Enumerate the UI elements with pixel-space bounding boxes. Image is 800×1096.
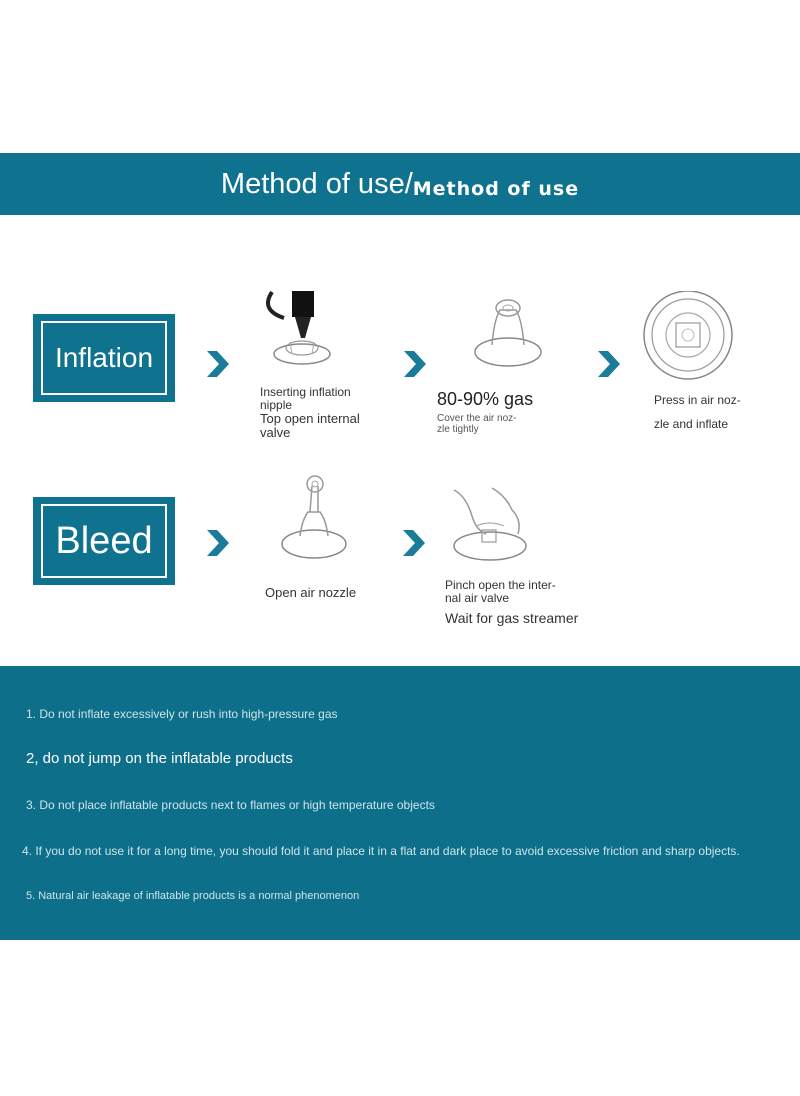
inflation-step2-heading: 80-90% gas xyxy=(437,389,534,409)
note-4: 4. If you do not use it for a long time, you should fold it and place it in a flat and dark place to avoid excessive friction and sharp objects. xyxy=(22,844,740,858)
inflation-step3-line2: zle and inflate xyxy=(654,417,729,431)
note-1: 1. Do not inflate excessively or rush into high-pressure gas xyxy=(26,707,338,721)
inflation-step1-line1: Inserting inflation nipple xyxy=(260,385,351,412)
note-5: 5. Natural air leakage of inflatable products is a normal phenomenon xyxy=(26,890,360,902)
inflation-step2-caption: Cover the air noz-zle tightly xyxy=(437,413,517,435)
bleed-step2-caption: Pinch open the inter-nal air valve xyxy=(445,578,556,605)
chevron-right-icon xyxy=(205,351,231,377)
inflation-step3-line1: Press in air noz- xyxy=(654,393,741,407)
inflation-step1-line2: Top open internal valve xyxy=(260,411,360,440)
note-2: 2, do not jump on the inflatable products xyxy=(26,750,293,767)
valve-sketch-icon xyxy=(278,470,352,564)
bleed-box xyxy=(33,497,175,585)
title-main: Method of use/ xyxy=(220,167,413,200)
chevron-right-icon xyxy=(205,530,231,556)
bleed-step2-note: Wait for gas streamer xyxy=(445,610,579,626)
chevron-right-icon xyxy=(596,351,622,377)
valve-sketch-icon xyxy=(446,486,532,564)
inflation-step1-caption xyxy=(260,386,370,440)
valve-sketch-icon xyxy=(262,288,342,374)
chevron-right-icon xyxy=(402,351,428,377)
inflation-box xyxy=(33,314,175,402)
title-alt: Method of use xyxy=(412,178,580,200)
bleed-label: Bleed xyxy=(55,519,153,562)
inflation-label: Inflation xyxy=(54,342,154,373)
valve-sketch-icon xyxy=(642,291,736,381)
note-3: 3. Do not place inflatable products next to flames or high temperature objects xyxy=(26,798,435,812)
chevron-right-icon xyxy=(401,530,427,556)
bleed-step1-caption: Open air nozzle xyxy=(265,585,357,600)
page-title xyxy=(0,153,800,215)
valve-sketch-icon xyxy=(470,290,550,376)
